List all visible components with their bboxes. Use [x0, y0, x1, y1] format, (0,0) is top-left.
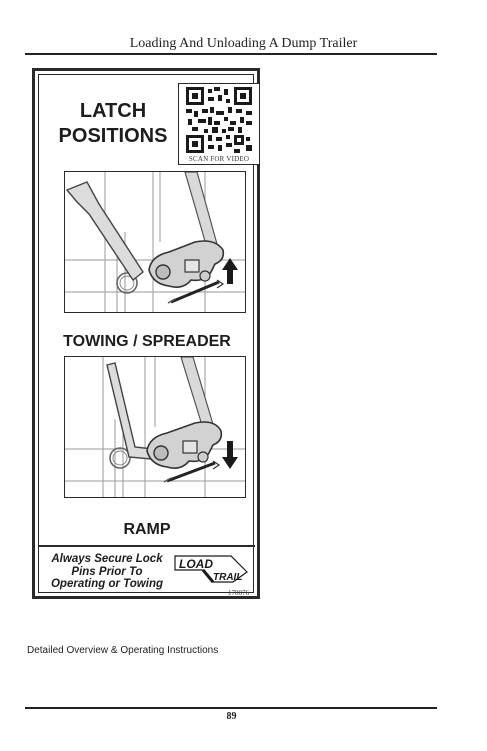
latch-illustration [65, 357, 245, 497]
decal-title-line-2: POSITIONS [58, 125, 168, 147]
decal-part-number: 170076 [228, 589, 249, 597]
warning-line-2: Pins Prior To [71, 565, 143, 578]
logo-text-load: LOAD [179, 557, 213, 571]
warning-line-1: Always Secure Lock [51, 553, 163, 565]
arrow-down-icon [222, 441, 238, 469]
page-number: 89 [226, 711, 237, 722]
latch-illustration [65, 172, 245, 312]
decal-title-line-1: LATCH [79, 100, 147, 122]
section-footnote: Detailed Overview & Operating Instructions [27, 645, 219, 656]
load-trail-logo [173, 552, 251, 584]
panel-caption-towing: TOWING / SPREADER [63, 333, 231, 350]
arrow-up-icon [222, 258, 238, 284]
footer-divider [25, 707, 437, 709]
latch-positions-decal [32, 68, 260, 599]
decal-title [47, 99, 179, 149]
qr-code-block[interactable] [178, 83, 260, 165]
logo-text-trail: TRAIL [213, 572, 243, 583]
qr-caption: SCAN FOR VIDEO [188, 155, 250, 163]
panel-caption-ramp: RAMP [123, 521, 171, 538]
warning-line-3: Operating or Towing [50, 578, 163, 590]
header-divider [25, 53, 437, 55]
towing-spreader-illustration [64, 171, 246, 313]
warning-text [45, 553, 169, 591]
page-header-title: Loading And Unloading A Dump Trailer [129, 36, 358, 51]
ramp-illustration [64, 356, 246, 498]
decal-divider [39, 545, 255, 547]
decal-inner-frame [38, 74, 254, 597]
qr-code-icon [186, 87, 252, 153]
